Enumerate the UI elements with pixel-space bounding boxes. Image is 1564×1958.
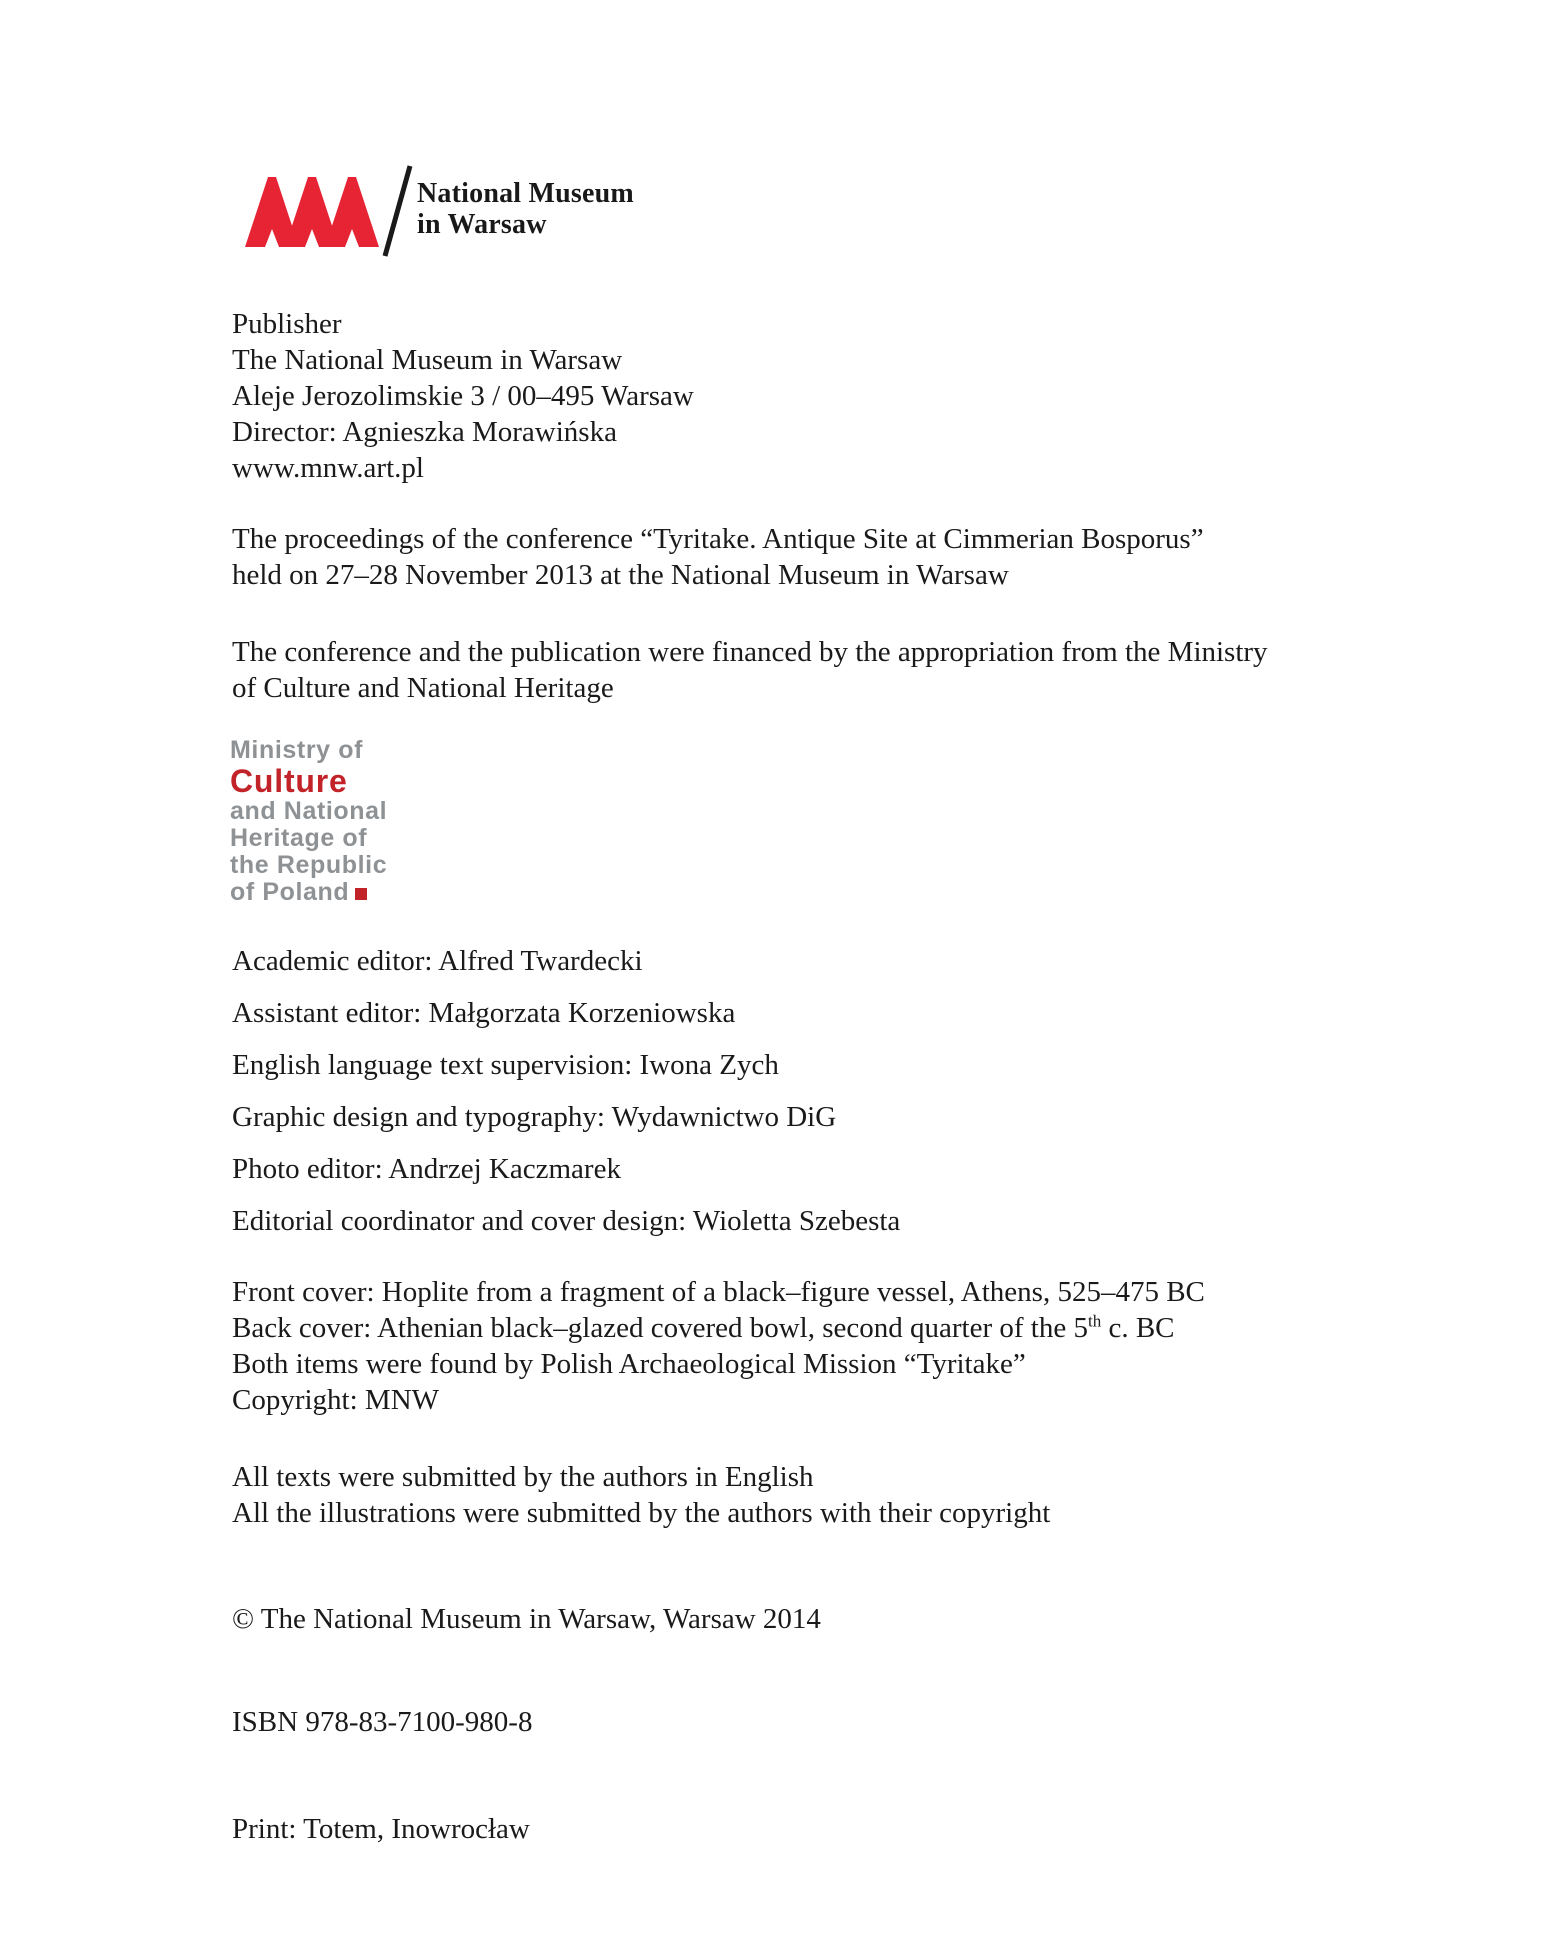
back-cover-text: Back cover: Athenian black–glazed covered bowl, second quarter of the 5 [232,1312,1088,1344]
conference-proceedings-paragraph [232,521,1204,593]
publisher-section [232,306,694,486]
mnw-logo-title-line2: in Warsaw [417,209,547,240]
publisher-website-link[interactable]: www.mnw.art.pl [232,452,424,484]
copyright-notice: © The National Museum in Warsaw, Warsaw 2014 [232,1603,821,1635]
print-line: Print: Totem, Inowrocław [232,1813,530,1845]
ministry-logo-line5: the Republic [230,851,388,879]
submissions-section [232,1459,1050,1531]
ministry-logo-line4: Heritage of [230,824,368,852]
editors-section [232,935,900,1247]
publisher-label: Publisher [232,308,342,340]
conference-financing-line2: of Culture and National Heritage [232,672,614,704]
cover-credits-section [232,1274,1205,1418]
mnw-logo-title-line1: National Museum [417,178,634,209]
assistant-editor-line: Assistant editor: Małgorzata Korzeniowska [232,997,736,1029]
ministry-logo-line6-text: of Poland [230,878,350,906]
conference-proceedings-line1: The proceedings of the conference “Tyritake. Antique Site at Cimmerian Bosporus” [232,523,1204,555]
ministry-logo-line3: and National [230,797,388,825]
mnw-logo-title [417,178,634,240]
editorial-coordinator-line: Editorial coordinator and cover design: Wioletta Szebesta [232,1205,901,1237]
back-cover-text-end: c. BC [1101,1312,1175,1344]
ministry-period-mark [355,888,367,900]
ordinal-superscript: th [1087,1311,1102,1331]
publisher-director-line: Director: Agnieszka Morawińska [232,416,617,448]
photo-editor-line: Photo editor: Andrzej Kaczmarek [232,1153,621,1185]
ministry-logo-line2: Culture [230,763,348,799]
back-cover-line [232,1310,1205,1346]
publisher-name-line: The National Museum in Warsaw [232,344,623,376]
illustrations-submitted-line: All the illustrations were submitted by the authors with their copyright [232,1497,1051,1529]
language-supervision-line: English language text supervision: Iwona Zych [232,1049,779,1081]
mnw-monogram-icon [245,177,379,252]
mnw-logo [245,160,925,260]
isbn-line: ISBN 978-83-7100-980-8 [232,1706,533,1738]
items-found-line: Both items were found by Polish Archaeological Mission “Tyritake” [232,1348,1026,1380]
graphic-design-line: Graphic design and typography: Wydawnictwo DiG [232,1101,837,1133]
academic-editor-line: Academic editor: Alfred Twardecki [232,945,643,977]
copyright-mnw-line: Copyright: MNW [232,1384,440,1416]
ministry-logo-line1: Ministry of [230,736,363,764]
conference-proceedings-line2: held on 27–28 November 2013 at the National Museum in Warsaw [232,559,1009,591]
conference-financing-paragraph [232,634,1268,706]
ministry-logo [230,737,387,906]
conference-financing-line1: The conference and the publication were financed by the appropriation from the Ministry [232,636,1268,668]
ministry-logo-line6 [230,879,387,906]
publisher-address-line: Aleje Jerozolimskie 3 / 00–495 Warsaw [232,380,694,412]
slash-divider-icon [381,164,413,263]
texts-submitted-line: All texts were submitted by the authors in English [232,1461,814,1493]
front-cover-line: Front cover: Hoplite from a fragment of a black–figure vessel, Athens, 525–475 BC [232,1276,1205,1308]
